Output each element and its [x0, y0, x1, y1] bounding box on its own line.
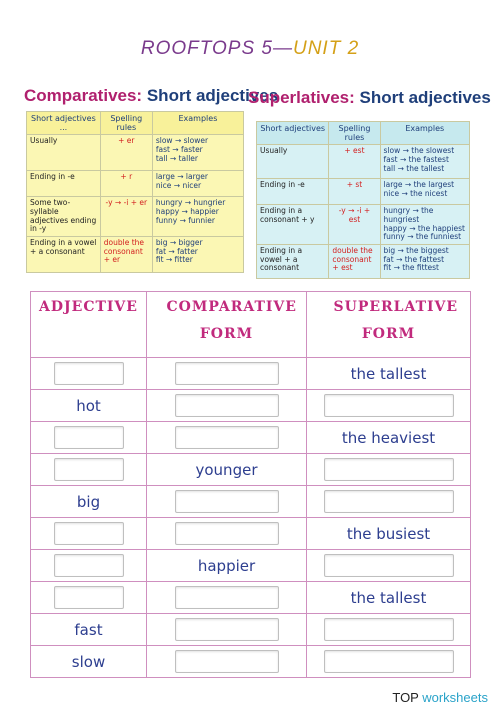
- comparative-answer-input[interactable]: [175, 490, 279, 513]
- cell-superlative: [307, 518, 471, 550]
- superlative-word: the tallest: [350, 365, 427, 383]
- sup-rule-0: Usually: [257, 145, 329, 179]
- sup-header-0: Short adjectives: [257, 122, 329, 145]
- cell-adjective: [31, 550, 147, 582]
- exercise-row: [31, 550, 471, 582]
- sup-ex-2-1: happy → the happiest: [383, 223, 465, 233]
- adjective-answer-input[interactable]: [54, 554, 124, 577]
- superlative-answer-input[interactable]: [324, 618, 454, 641]
- sup-ex-2-0: hungry → the hungriest: [383, 206, 434, 224]
- cell-comparative: [147, 422, 307, 454]
- comparatives-heading-sub: Short adjectives: [146, 86, 279, 105]
- sup-spell-0: + est: [329, 145, 380, 179]
- comp-ex-1: [152, 171, 243, 197]
- superlative-word: the heaviest: [341, 429, 436, 447]
- exercise-body: [31, 358, 471, 678]
- sup-ex-2: [380, 205, 469, 245]
- sup-ex-2-2: funny → the funniest: [383, 232, 462, 242]
- comp-spell-1: + r: [100, 171, 152, 197]
- footer-logo-top: TOP: [392, 690, 419, 705]
- exercise-row: [31, 518, 471, 550]
- cell-comparative: [147, 486, 307, 518]
- sup-rule-3: Ending in a vowel + a consonant: [257, 244, 329, 278]
- superlative-answer-input[interactable]: [324, 458, 454, 481]
- header-adjective: ADJECTIVE: [31, 292, 147, 358]
- exercise-row: [31, 422, 471, 454]
- cell-superlative: [307, 454, 471, 486]
- sup-ex-3-0: big → the biggest: [383, 245, 449, 255]
- exercise-row: [31, 614, 471, 646]
- cell-comparative: [147, 454, 307, 486]
- comparative-answer-input[interactable]: [175, 522, 279, 545]
- adjective-answer-input[interactable]: [54, 522, 124, 545]
- cell-superlative: [307, 390, 471, 422]
- comp-ex-2: [152, 197, 243, 237]
- comp-rule-0: Usually: [27, 135, 101, 171]
- comp-ex-2-2: funny → funnier: [155, 215, 215, 225]
- adjective-answer-input[interactable]: [54, 586, 124, 609]
- cell-comparative: [147, 550, 307, 582]
- cell-adjective: [31, 390, 147, 422]
- cell-superlative: [307, 550, 471, 582]
- cell-adjective: [31, 614, 147, 646]
- cell-adjective: [31, 646, 147, 678]
- sup-ex-1: [380, 179, 469, 205]
- cell-superlative: [307, 422, 471, 454]
- comp-rule-3: Ending in a vowel + a consonant: [27, 236, 101, 272]
- comp-ex-1-1: nice → nicer: [155, 181, 202, 190]
- sup-spell-2: -y → -i + est: [329, 205, 380, 245]
- superlative-word: the tallest: [350, 589, 427, 607]
- adjective-word: hot: [76, 397, 101, 415]
- sup-ex-3-1: fat → the fattest: [383, 254, 445, 264]
- adjective-answer-input[interactable]: [54, 362, 124, 385]
- superlatives-heading-key: Superlatives:: [248, 88, 355, 107]
- comparative-answer-input[interactable]: [175, 586, 279, 609]
- comp-ex-2-0: hungry → hungrier: [155, 198, 226, 208]
- comp-ex-0-1: fast → faster: [155, 145, 203, 154]
- sup-ex-0: [380, 145, 469, 179]
- header-superlative-text: SUPERLATIVE FORM: [333, 299, 459, 342]
- comp-rule-2: Some two-syllable adjectives ending in -y: [27, 197, 101, 237]
- superlative-answer-input[interactable]: [324, 650, 454, 673]
- cell-comparative: [147, 582, 307, 614]
- superlatives-rules-table: [256, 121, 470, 279]
- comp-ex-1-0: large → larger: [155, 172, 208, 182]
- exercise-table: [30, 291, 471, 678]
- exercise-row: [31, 582, 471, 614]
- comparatives-rules-table: [26, 111, 244, 273]
- sup-spell-1: + st: [329, 179, 380, 205]
- sup-header-2: Examples: [380, 122, 469, 145]
- comp-ex-3-0: big → bigger: [155, 237, 203, 247]
- comp-ex-2-1: happy → happier: [155, 207, 219, 216]
- adjective-word: fast: [74, 621, 103, 639]
- comp-header-2: Examples: [152, 112, 243, 135]
- superlative-answer-input[interactable]: [324, 554, 454, 577]
- superlative-word: the busiest: [346, 525, 431, 543]
- sup-ex-1-1: nice → the nicest: [383, 189, 448, 198]
- header-comparative-text: COMPARATIVE FORM: [166, 299, 297, 342]
- page-title: [0, 38, 500, 60]
- comp-header-0: Short adjectives ...: [27, 112, 101, 135]
- title-part-2: UNIT 2: [292, 38, 360, 59]
- adjective-answer-input[interactable]: [54, 426, 124, 449]
- cell-adjective: [31, 422, 147, 454]
- sup-ex-3-2: fit → the fittest: [383, 263, 439, 273]
- comp-ex-3-2: fit → fitter: [155, 255, 193, 265]
- comparative-answer-input[interactable]: [175, 426, 279, 449]
- comparative-answer-input[interactable]: [175, 394, 279, 417]
- footer-logo: [392, 690, 488, 705]
- sup-header-1: Spelling rules: [329, 122, 380, 145]
- exercise-row: [31, 486, 471, 518]
- cell-comparative: [147, 358, 307, 390]
- superlatives-heading-sub: Short adjectives: [359, 88, 491, 107]
- cell-superlative: [307, 358, 471, 390]
- comp-header-1: Spelling rules: [100, 112, 152, 135]
- cell-comparative: [147, 614, 307, 646]
- comparative-word: happier: [197, 557, 256, 575]
- header-comparative: [147, 292, 307, 358]
- comp-ex-0-0: slow → slower: [155, 136, 209, 146]
- comp-spell-0: + er: [100, 135, 152, 171]
- comp-ex-0: [152, 135, 243, 171]
- cell-adjective: [31, 358, 147, 390]
- superlatives-heading: [248, 88, 491, 108]
- adjective-word: slow: [71, 653, 106, 671]
- cell-adjective: [31, 486, 147, 518]
- cell-superlative: [307, 646, 471, 678]
- comp-ex-3-1: fat → fatter: [155, 246, 198, 256]
- adjective-answer-input[interactable]: [54, 458, 124, 481]
- comparatives-heading: [24, 86, 278, 106]
- sup-ex-0-2: tall → the tallest: [383, 163, 445, 173]
- comparative-answer-input[interactable]: [175, 650, 279, 673]
- exercise-row: [31, 454, 471, 486]
- sup-ex-0-1: fast → the fastest: [383, 155, 449, 164]
- sup-rule-2: Ending in a consonant + y: [257, 205, 329, 245]
- comp-ex-3: [152, 236, 243, 272]
- cell-comparative: [147, 390, 307, 422]
- comp-spell-3: double the consonant + er: [100, 236, 152, 272]
- exercise-row: [31, 646, 471, 678]
- sup-ex-0-0: slow → the slowest: [383, 146, 455, 156]
- comparative-word: younger: [195, 461, 258, 479]
- exercise-row: [31, 358, 471, 390]
- exercise-row: [31, 390, 471, 422]
- comparative-answer-input[interactable]: [175, 618, 279, 641]
- cell-superlative: [307, 614, 471, 646]
- comp-rule-1: Ending in -e: [27, 171, 101, 197]
- adjective-word: big: [76, 493, 101, 511]
- comparative-answer-input[interactable]: [175, 362, 279, 385]
- cell-superlative: [307, 582, 471, 614]
- superlative-answer-input[interactable]: [324, 490, 454, 513]
- cell-comparative: [147, 646, 307, 678]
- footer-logo-worksheets: worksheets: [418, 690, 488, 705]
- sup-ex-1-0: large → the largest: [383, 180, 455, 190]
- cell-adjective: [31, 582, 147, 614]
- sup-ex-3: [380, 244, 469, 278]
- comp-ex-0-2: tall → taller: [155, 153, 199, 163]
- superlative-answer-input[interactable]: [324, 394, 454, 417]
- comparatives-heading-key: Comparatives:: [24, 86, 143, 105]
- title-part-1: ROOFTOPS 5—: [140, 38, 293, 59]
- sup-rule-1: Ending in -e: [257, 179, 329, 205]
- cell-adjective: [31, 518, 147, 550]
- sup-spell-3: double the consonant + est: [329, 244, 380, 278]
- cell-superlative: [307, 486, 471, 518]
- comp-spell-2: -y → -i + er: [100, 197, 152, 237]
- cell-comparative: [147, 518, 307, 550]
- cell-adjective: [31, 454, 147, 486]
- header-superlative: [307, 292, 471, 358]
